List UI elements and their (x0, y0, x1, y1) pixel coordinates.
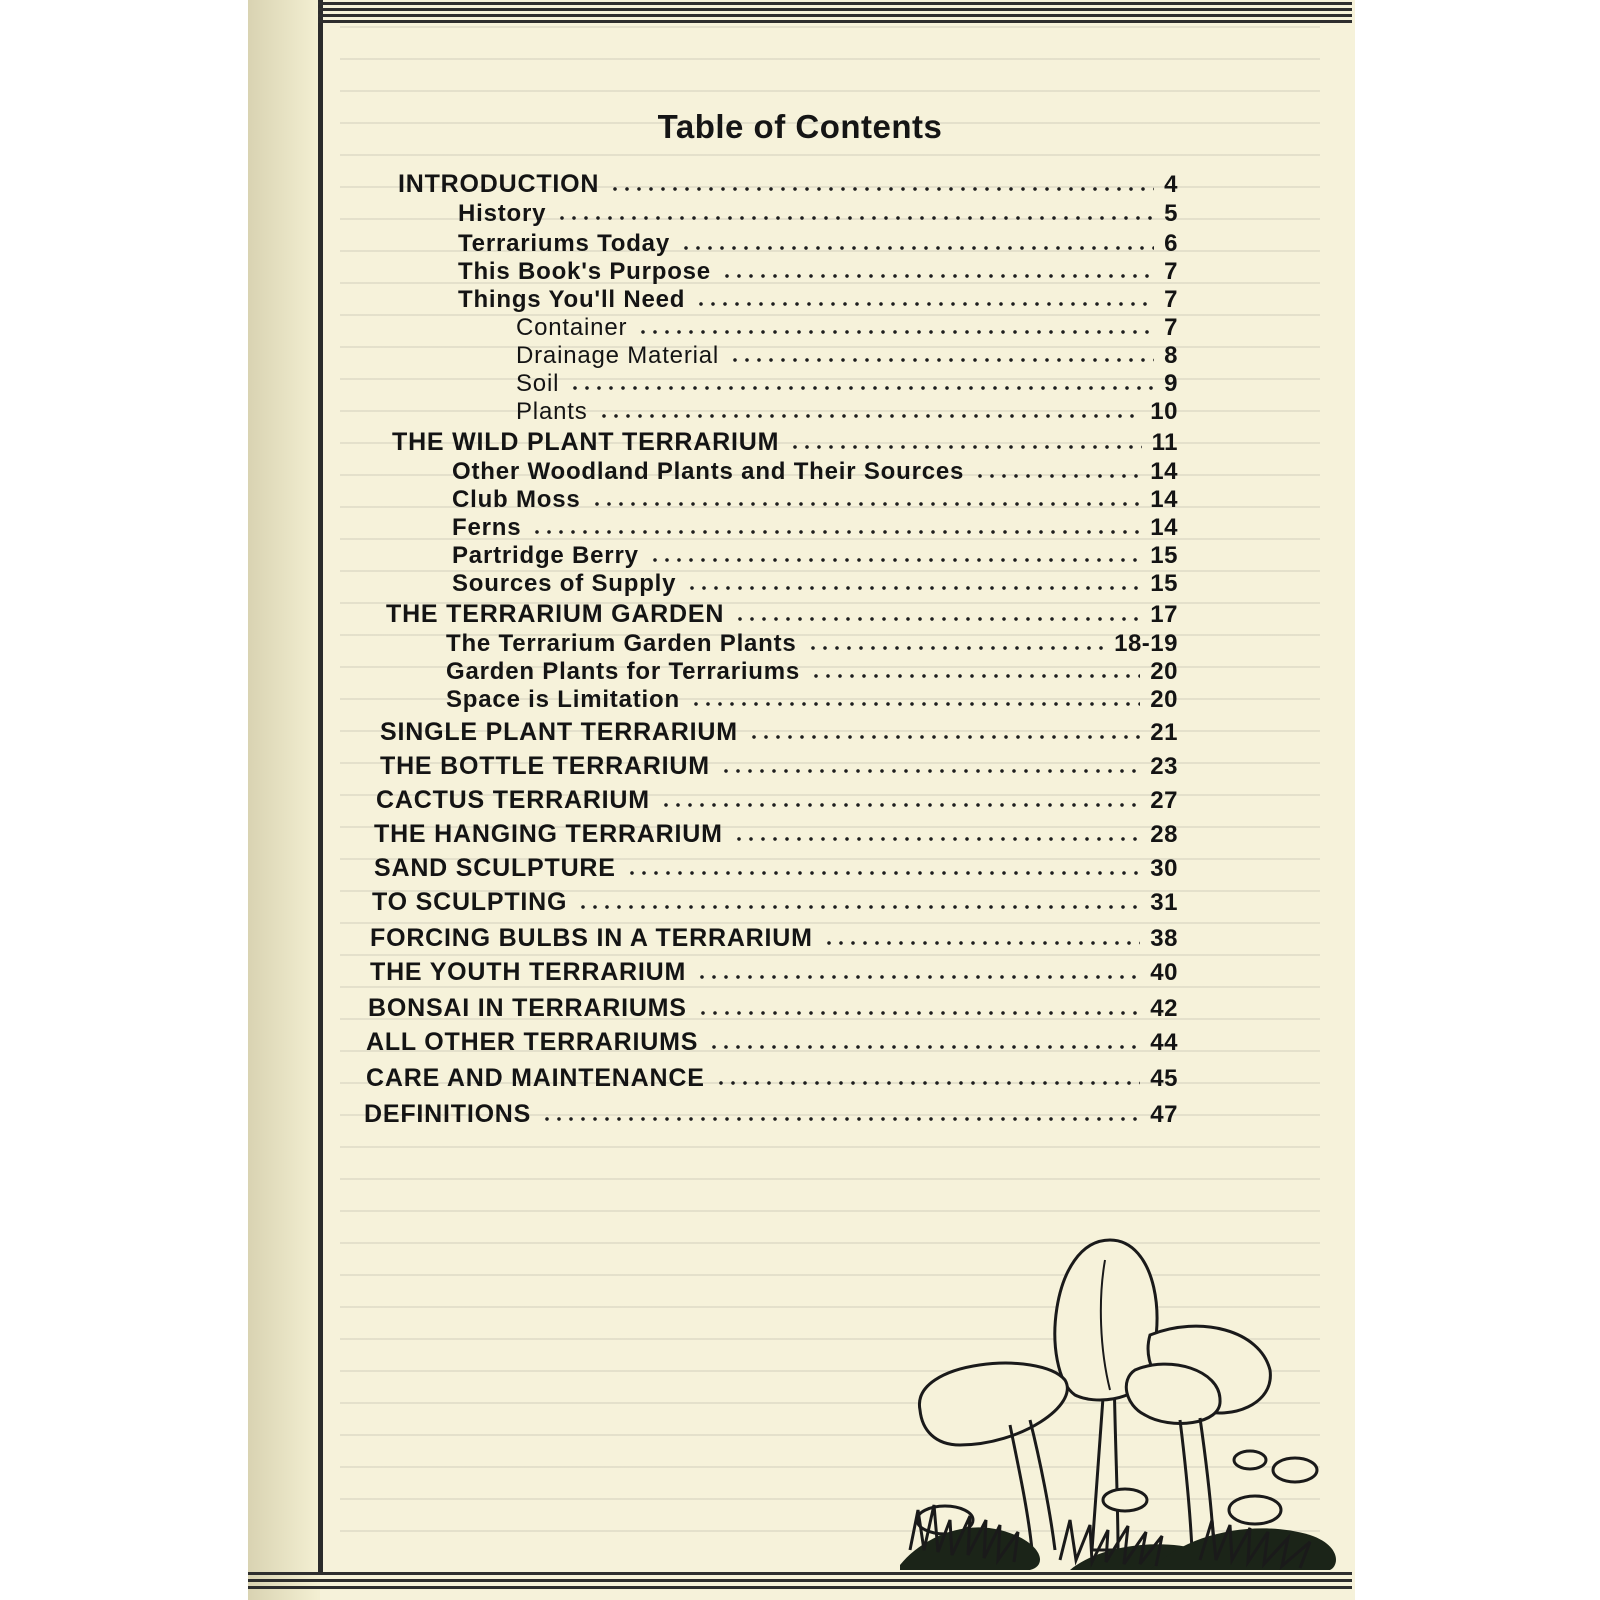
toc-entry-page: 15 (1150, 570, 1178, 597)
toc-entry-label: Garden Plants for Terrariums (446, 658, 801, 685)
dot-leader (591, 502, 1141, 506)
toc-entry-page: 20 (1150, 686, 1178, 713)
dot-leader (609, 187, 1154, 191)
toc-entry-page: 18-19 (1114, 630, 1178, 657)
dot-leader (660, 803, 1140, 807)
toc-entry-page: 31 (1150, 889, 1178, 916)
dot-leader (541, 1117, 1140, 1121)
toc-entry-page: 4 (1164, 171, 1178, 198)
toc-entry-page: 47 (1150, 1101, 1178, 1128)
toc-entry-label: BONSAI IN TERRARIUMS (368, 994, 687, 1022)
toc-entry-label: THE HANGING TERRARIUM (374, 820, 723, 848)
toc-entry-page: 40 (1150, 959, 1178, 986)
toc-entry (452, 514, 1178, 542)
dot-leader (721, 274, 1154, 278)
dot-leader (974, 474, 1140, 478)
bottom-border-bands (248, 1568, 1352, 1600)
toc-entry-label: SAND SCULPTURE (374, 854, 616, 882)
toc-entry (452, 542, 1178, 570)
dot-leader (569, 386, 1154, 390)
toc-entry-page: 7 (1164, 314, 1178, 341)
dot-leader (807, 646, 1105, 650)
toc-entry (452, 570, 1178, 598)
dot-leader (823, 941, 1141, 945)
toc-entry-label: Other Woodland Plants and Their Sources (452, 458, 965, 485)
toc-entry-page: 15 (1150, 542, 1178, 569)
dot-leader (556, 216, 1154, 220)
toc-entry-page: 5 (1164, 200, 1178, 227)
toc-entry-page: 28 (1150, 821, 1178, 848)
toc-entry (516, 370, 1178, 398)
toc-entry (516, 342, 1178, 370)
dot-leader (649, 558, 1141, 562)
toc-entry-label: Partridge Berry (452, 542, 639, 569)
toc-entry-page: 6 (1164, 230, 1178, 257)
dot-leader (637, 330, 1154, 334)
dot-leader (696, 975, 1140, 979)
dot-leader (690, 702, 1140, 706)
toc-entry (458, 286, 1178, 314)
toc-entry (376, 786, 1178, 815)
toc-entry (380, 752, 1178, 781)
toc-entry-page: 7 (1164, 258, 1178, 285)
mushroom-illustration (900, 1220, 1340, 1570)
toc-entry (446, 630, 1178, 658)
dot-leader (531, 530, 1140, 534)
dot-leader (697, 1011, 1141, 1015)
toc-entry-label: SINGLE PLANT TERRARIUM (380, 718, 738, 746)
toc-entry-page: 11 (1151, 429, 1178, 456)
toc-entry-label: Club Moss (452, 486, 581, 513)
dot-leader (686, 586, 1140, 590)
toc-entry-label: This Book's Purpose (458, 258, 711, 285)
toc-entry (374, 820, 1178, 849)
toc-entry-page: 42 (1150, 995, 1178, 1022)
toc-entry-label: Soil (516, 370, 560, 397)
toc-entry-label: INTRODUCTION (398, 170, 600, 198)
toc-entry-label: Drainage Material (516, 342, 720, 369)
toc-entry (366, 1028, 1178, 1057)
toc-entry-page: 38 (1150, 925, 1178, 952)
mushroom-cap-left (919, 1363, 1067, 1445)
toc-entry (516, 314, 1178, 342)
toc-entry-label: CARE AND MAINTENANCE (366, 1064, 705, 1092)
dot-leader (789, 445, 1141, 449)
dot-leader (680, 246, 1154, 250)
toc-entry-label: THE YOUTH TERRARIUM (370, 958, 687, 986)
toc-entry (370, 924, 1178, 953)
toc-entry (380, 718, 1178, 747)
toc-entry-page: 20 (1150, 658, 1178, 685)
toc-entry (392, 428, 1178, 457)
toc-entry-label: THE TERRARIUM GARDEN (386, 600, 725, 628)
toc-entry (452, 486, 1178, 514)
dot-leader (733, 837, 1141, 841)
toc-entry-page: 10 (1150, 398, 1178, 425)
dot-leader (626, 871, 1141, 875)
toc-entry-page: 14 (1150, 458, 1178, 485)
toc-entry-label: Space is Limitation (446, 686, 680, 713)
dot-leader (715, 1081, 1141, 1085)
toc-entry-page: 17 (1150, 601, 1178, 628)
dot-leader (729, 358, 1154, 362)
toc-entry (452, 458, 1178, 486)
toc-entry-label: The Terrarium Garden Plants (446, 630, 797, 657)
dot-leader (708, 1045, 1140, 1049)
toc-entry (446, 686, 1178, 714)
toc-entry-label: DEFINITIONS (364, 1100, 532, 1128)
toc-entry-label: Plants (516, 398, 588, 425)
toc-entry (374, 854, 1178, 883)
toc-entry-label: Container (516, 314, 628, 341)
dot-leader (810, 674, 1140, 678)
toc-entry (368, 994, 1178, 1023)
toc-entry-label: Things You'll Need (458, 286, 686, 313)
dot-leader (720, 769, 1140, 773)
toc-entry-page: 30 (1150, 855, 1178, 882)
toc-entry-label: ALL OTHER TERRARIUMS (366, 1028, 699, 1056)
toc-entry-label: FORCING BULBS IN A TERRARIUM (370, 924, 813, 952)
toc-entry-page: 7 (1164, 286, 1178, 313)
toc-entry-page: 44 (1150, 1029, 1178, 1056)
toc-entry (398, 170, 1178, 199)
toc-entry-label: Terrariums Today (458, 230, 670, 257)
toc-entry (458, 200, 1178, 228)
toc-entry-page: 14 (1150, 514, 1178, 541)
toc-entry (364, 1100, 1178, 1129)
toc-entry-label: Sources of Supply (452, 570, 677, 597)
toc-entry-label: History (458, 200, 547, 227)
toc-entry-label: THE WILD PLANT TERRARIUM (392, 428, 780, 456)
toc-entry-page: 9 (1164, 370, 1178, 397)
toc-entry-page: 27 (1150, 787, 1178, 814)
toc-entry (458, 230, 1178, 258)
toc-entry (516, 398, 1178, 426)
page-title: Table of Contents (657, 108, 943, 145)
toc-entry-label: THE BOTTLE TERRARIUM (380, 752, 710, 780)
toc-entry-page: 23 (1150, 753, 1178, 780)
toc-entry (372, 888, 1178, 917)
dot-leader (577, 905, 1140, 909)
dot-leader (734, 617, 1140, 621)
toc-entry (458, 258, 1178, 286)
toc-entry (366, 1064, 1178, 1093)
toc-entry-page: 14 (1150, 486, 1178, 513)
toc-entry (370, 958, 1178, 987)
dot-leader (748, 735, 1140, 739)
toc-entry-page: 45 (1150, 1065, 1178, 1092)
toc-entry (446, 658, 1178, 686)
dot-leader (598, 414, 1141, 418)
toc-entry-label: TO SCULPTING (372, 888, 568, 916)
toc-entry-label: CACTUS TERRARIUM (376, 786, 650, 814)
toc-entry-label: Ferns (452, 514, 522, 541)
toc-entry-page: 8 (1164, 342, 1178, 369)
toc-entry (386, 600, 1178, 629)
toc-entry-page: 21 (1150, 719, 1178, 746)
dot-leader (695, 302, 1154, 306)
